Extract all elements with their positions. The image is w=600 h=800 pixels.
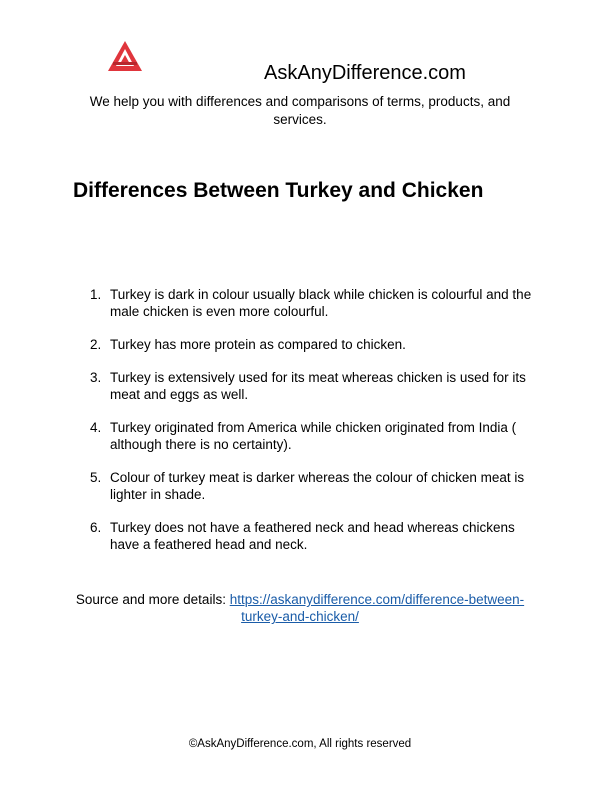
source-link[interactable]: https://askanydifference.com/difference-between-turkey-and-chicken/ bbox=[229, 592, 525, 624]
differences-list bbox=[90, 286, 535, 569]
list-item-text: Turkey originated from America while chicken originated from India ( although there is no certainty). bbox=[110, 420, 517, 452]
tagline: We help you with differences and comparisons of terms, products, and services. bbox=[89, 94, 511, 127]
list-item bbox=[90, 419, 535, 453]
list-item-text: Turkey does not have a feathered neck and head whereas chickens have a feathered head and neck. bbox=[110, 520, 515, 552]
list-item bbox=[90, 336, 535, 353]
source-details bbox=[70, 591, 530, 625]
list-item-number: 6. bbox=[90, 520, 102, 535]
list-item-number: 2. bbox=[90, 337, 102, 352]
list-item bbox=[90, 286, 535, 320]
list-item-text: Turkey is extensively used for its meat whereas chicken is used for its meat and eggs as well. bbox=[110, 370, 526, 402]
list-item-number: 5. bbox=[90, 470, 102, 485]
list-item bbox=[90, 519, 535, 553]
source-label: Source and more details: bbox=[75, 592, 230, 607]
list-item bbox=[90, 369, 535, 403]
list-item-text: Turkey is dark in colour usually black while chicken is colourful and the male chicken is even more colourful. bbox=[110, 287, 532, 319]
list-item bbox=[90, 469, 535, 503]
list-item-number: 1. bbox=[90, 287, 102, 302]
list-item-text: Turkey has more protein as compared to chicken. bbox=[110, 337, 406, 352]
list-item-number: 3. bbox=[90, 370, 102, 385]
footer-copyright: ©AskAnyDifference.com, All rights reserved bbox=[188, 738, 412, 750]
site-name: AskAnyDifference.com bbox=[264, 62, 466, 84]
list-item-text: Colour of turkey meat is darker whereas the colour of chicken meat is lighter in shade. bbox=[110, 470, 525, 502]
page-title: Differences Between Turkey and Chicken bbox=[73, 179, 484, 202]
list-item-number: 4. bbox=[90, 420, 102, 435]
